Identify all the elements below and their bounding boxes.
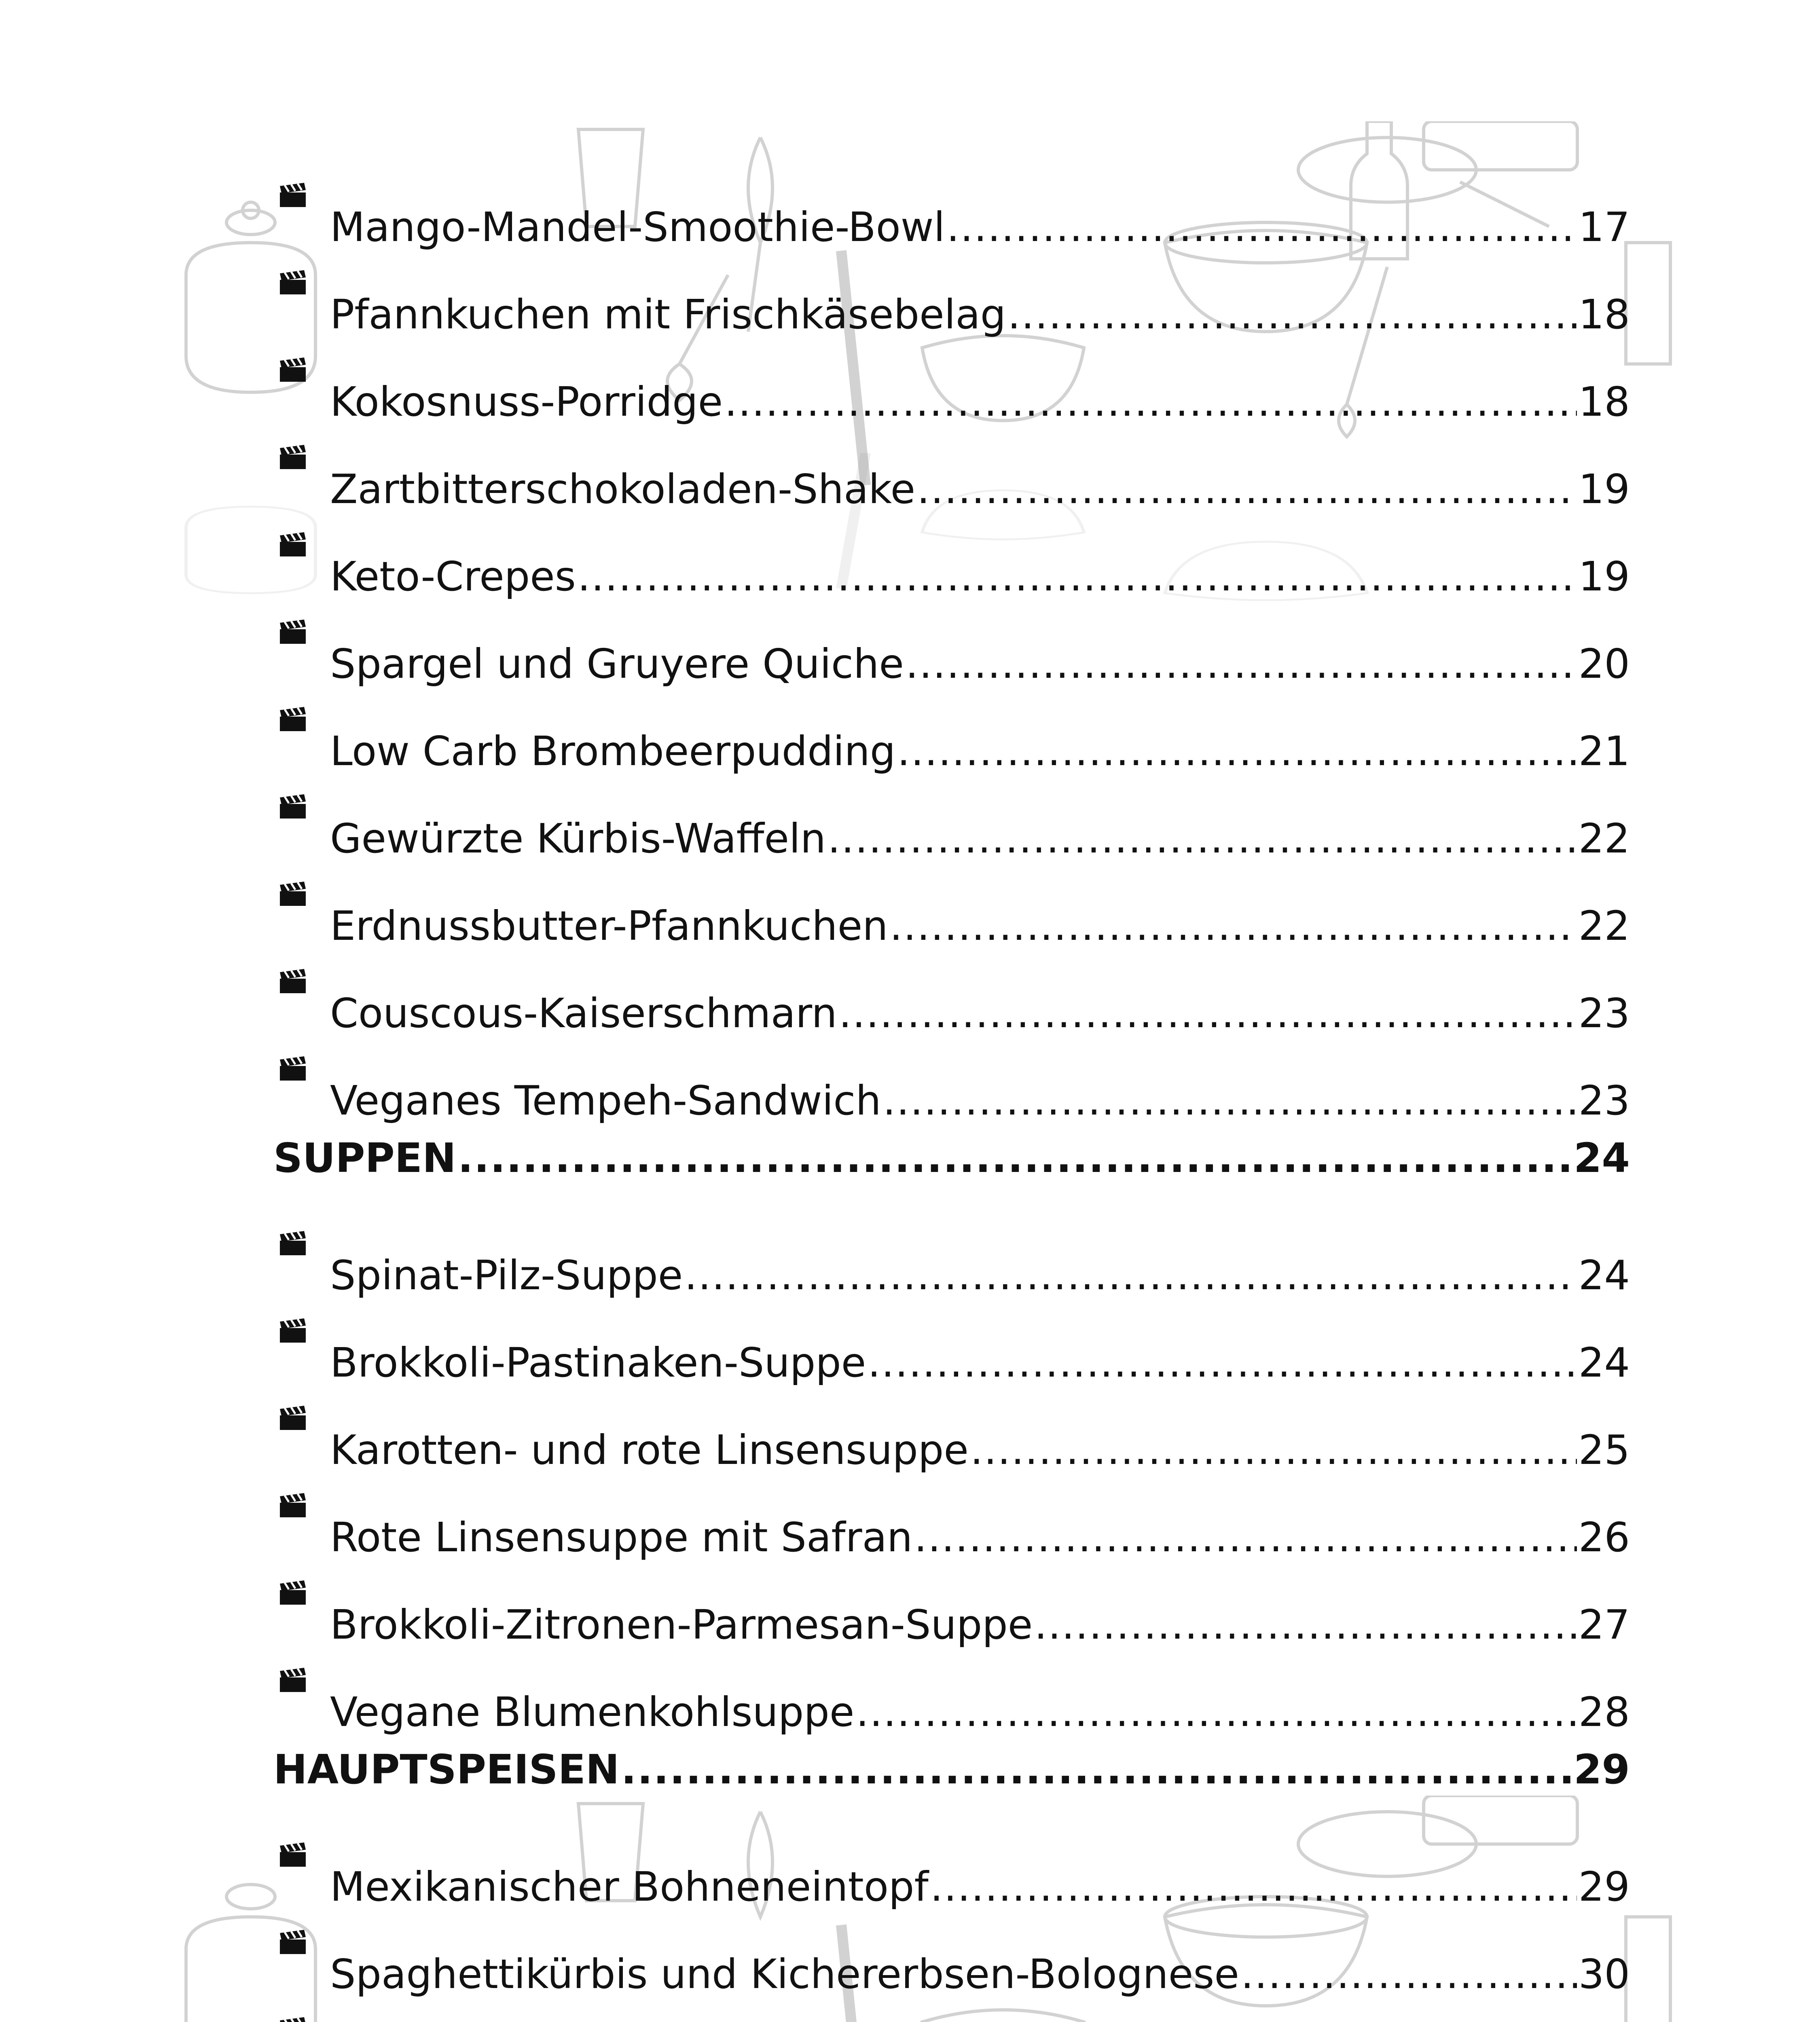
toc-section-heading[interactable] (273, 1726, 1630, 1813)
dot-leader (1034, 1581, 1577, 1669)
toc-entry-page: 18 (1578, 378, 1630, 425)
toc-entry[interactable] (273, 1813, 1630, 1910)
toc-entry-page: 21 (1578, 728, 1630, 775)
toc-entry-title (330, 2018, 851, 2022)
toc-entry-title: Brokkoli-Pastinaken-Suppe (330, 1339, 866, 1386)
toc-entry-page: 22 (1578, 815, 1630, 862)
toc-entry-page: 17 (1578, 203, 1630, 251)
toc-entry-page: 24 (1578, 1339, 1630, 1386)
dot-leader (914, 1494, 1577, 1581)
clapperboard-icon (279, 940, 330, 1027)
table-of-contents (273, 154, 1630, 2022)
clapperboard-icon (279, 1551, 330, 1639)
toc-entry-page: 19 (1578, 465, 1630, 513)
toc-entry-title: Veganes Tempeh-Sandwich (330, 1077, 881, 1124)
toc-entry-title: Vegane Blumenkohlsuppe (330, 1688, 855, 1736)
toc-section-page: 29 (1573, 1746, 1630, 1793)
toc-entry-title: Karotten- und rote Linsensuppe (330, 1426, 969, 1474)
clapperboard-icon (279, 1027, 330, 1115)
toc-entry-title: Kokosnuss-Porridge (330, 378, 723, 425)
dot-leader (970, 1407, 1577, 1494)
toc-entry-title: Keto-Crepes (330, 553, 576, 600)
toc-entry-title: Rote Linsensuppe mit Safran (330, 1514, 913, 1561)
clapperboard-icon (279, 328, 330, 416)
dot-leader (917, 446, 1577, 533)
toc-entry-title: Spargel und Gruyere Quiche (330, 640, 904, 687)
toc-entry-title: Mango-Mandel-Smoothie-Bowl (330, 203, 945, 251)
dot-leader (890, 882, 1577, 970)
toc-section-heading[interactable] (273, 1115, 1630, 1202)
dot-leader (897, 708, 1577, 795)
toc-entry-title: Pfannkuchen mit Frischkäsebelag (330, 291, 1006, 338)
dot-leader (930, 1843, 1577, 1931)
toc-entry[interactable] (273, 154, 1630, 251)
dot-leader (868, 1319, 1577, 1407)
clapperboard-icon (279, 416, 330, 503)
toc-entry-title: Spinat-Pilz-Suppe (330, 1252, 683, 1299)
clapperboard-icon (279, 241, 330, 328)
clapperboard-icon (279, 678, 330, 765)
clapperboard-icon (279, 852, 330, 940)
dot-leader (853, 2018, 1577, 2022)
toc-entry-page: 25 (1578, 1426, 1630, 1474)
dot-leader (839, 970, 1577, 1057)
toc-entry-page (1579, 2018, 1630, 2022)
dot-leader (458, 1115, 1572, 1202)
toc-entry-page: 26 (1578, 1514, 1630, 1561)
toc-entry-page: 24 (1578, 1252, 1630, 1299)
toc-entry-title: Brokkoli-Zitronen-Parmesan-Suppe (330, 1601, 1033, 1648)
toc-entry-title: Gewürzte Kürbis-Waffeln (330, 815, 826, 862)
toc-entry-title: Low Carb Brombeerpudding (330, 728, 896, 775)
toc-section-title: SUPPEN (273, 1134, 456, 1182)
dot-leader (1007, 271, 1577, 358)
toc-entry-page: 30 (1578, 1950, 1630, 1998)
toc-entry-page: 18 (1578, 291, 1630, 338)
toc-entry-page: 27 (1578, 1601, 1630, 1648)
clapperboard-icon (279, 1813, 330, 1901)
dot-leader (906, 620, 1577, 708)
toc-entry-title: Mexikanischer Bohneneintopf (330, 1863, 929, 1910)
dot-leader (724, 358, 1577, 446)
clapperboard-icon (279, 1464, 330, 1551)
toc-entry-page: 29 (1578, 1863, 1630, 1910)
toc-entry-title: Zartbitterschokoladen-Shake (330, 465, 916, 513)
toc-entry-page: 28 (1578, 1688, 1630, 1736)
clapperboard-icon (279, 1901, 330, 1988)
dot-leader (946, 184, 1577, 271)
toc-entry-page: 22 (1578, 902, 1630, 950)
dot-leader (1241, 1931, 1577, 2018)
toc-entry-page: 19 (1578, 553, 1630, 600)
dot-leader (578, 533, 1577, 620)
clapperboard-icon (279, 503, 330, 590)
toc-entry-title: Erdnussbutter-Pfannkuchen (330, 902, 888, 950)
toc-entry-title: Spaghettikürbis und Kichererbsen-Bolognese (330, 1950, 1239, 1998)
toc-entry-page: 23 (1578, 990, 1630, 1037)
clapperboard-icon (279, 154, 330, 241)
toc-entry-page: 23 (1578, 1077, 1630, 1124)
clapperboard-icon (279, 1377, 330, 1464)
clapperboard-icon (279, 590, 330, 678)
dot-leader (684, 1232, 1577, 1319)
toc-entry[interactable] (273, 1202, 1630, 1299)
clapperboard-icon (279, 765, 330, 852)
clapperboard-icon (279, 1289, 330, 1377)
toc-entry-title: Couscous-Kaiserschmarn (330, 990, 837, 1037)
dot-leader (827, 795, 1577, 882)
toc-entry-page: 20 (1578, 640, 1630, 687)
dot-leader (621, 1726, 1572, 1813)
toc-section-page: 24 (1573, 1134, 1630, 1182)
clapperboard-icon (279, 1988, 330, 2022)
clapperboard-icon (279, 1639, 330, 1726)
toc-section-title: HAUPTSPEISEN (273, 1746, 620, 1793)
clapperboard-icon (279, 1202, 330, 1289)
